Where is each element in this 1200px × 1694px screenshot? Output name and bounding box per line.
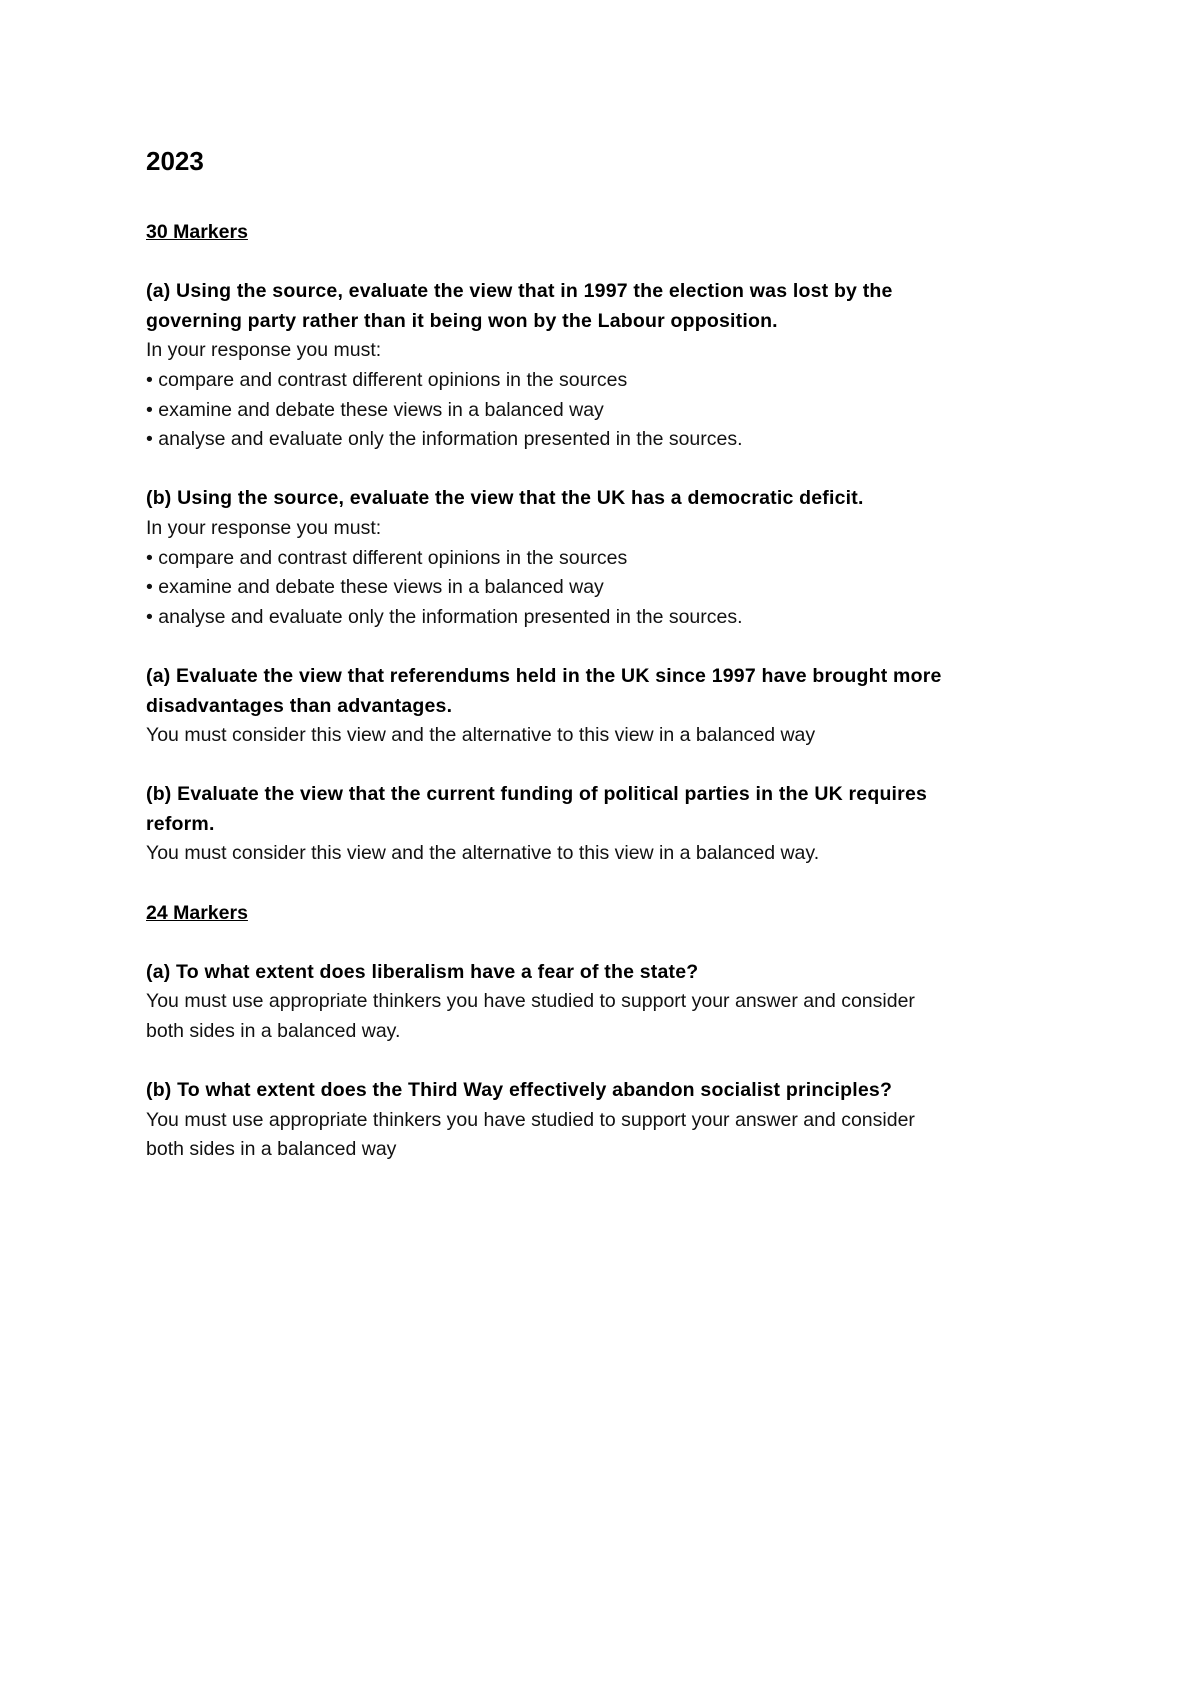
question-instruction-line: • compare and contrast different opinions in the sources bbox=[146, 368, 628, 391]
question bbox=[146, 662, 1086, 751]
question-instruction-line: both sides in a balanced way bbox=[146, 1138, 397, 1161]
spacer bbox=[146, 928, 1086, 958]
question-title-line: (b) Evaluate the view that the current funding of political parties in the UK requires bbox=[146, 783, 928, 806]
question-instruction-line: • examine and debate these views in a balanced way bbox=[146, 398, 604, 421]
section-heading: 24 Markers bbox=[146, 901, 248, 924]
question-instruction-line: • compare and contrast different opinions in the sources bbox=[146, 546, 628, 569]
spacer bbox=[146, 751, 1086, 781]
question-instruction-line: • analyse and evaluate only the information presented in the sources. bbox=[146, 428, 743, 451]
spacer bbox=[146, 248, 1086, 278]
question-title-line: (b) To what extent does the Third Way effectively abandon socialist principles? bbox=[146, 1079, 893, 1102]
question-title-line: governing party rather than it being won by the Labour opposition. bbox=[146, 309, 778, 332]
spacer bbox=[146, 869, 1086, 899]
document-title: 2023 bbox=[146, 146, 204, 176]
question-title-line: disadvantages than advantages. bbox=[146, 694, 453, 717]
question-title-line: (a) Using the source, evaluate the view that in 1997 the election was lost by the bbox=[146, 280, 893, 303]
marks-section bbox=[146, 218, 1086, 869]
question-instruction-line: You must consider this view and the alternative to this view in a balanced way bbox=[146, 724, 816, 747]
document-content bbox=[146, 218, 1086, 1165]
question-title-line: (b) Using the source, evaluate the view that the UK has a democratic deficit. bbox=[146, 487, 864, 510]
question bbox=[146, 1076, 1086, 1165]
question-title-line: reform. bbox=[146, 812, 215, 835]
question-instruction-line: both sides in a balanced way. bbox=[146, 1020, 401, 1043]
question-instruction-line: In your response you must: bbox=[146, 516, 382, 539]
question bbox=[146, 780, 1086, 869]
question bbox=[146, 484, 1086, 632]
section-heading: 30 Markers bbox=[146, 221, 248, 243]
spacer bbox=[146, 455, 1086, 485]
question-instruction-line: You must consider this view and the alternative to this view in a balanced way. bbox=[146, 842, 820, 865]
question-instruction-line: You must use appropriate thinkers you have studied to support your answer and consider bbox=[146, 990, 915, 1013]
question-title-line: (a) Evaluate the view that referendums held in the UK since 1997 have brought more bbox=[146, 664, 942, 687]
question-instruction-line: • analyse and evaluate only the information presented in the sources. bbox=[146, 605, 743, 628]
question-instruction-line: You must use appropriate thinkers you have studied to support your answer and consider bbox=[146, 1108, 915, 1131]
spacer bbox=[146, 632, 1086, 662]
question-instruction-line: In your response you must: bbox=[146, 339, 382, 362]
question-instruction-line: • examine and debate these views in a balanced way bbox=[146, 576, 604, 599]
question-title-line: (a) To what extent does liberalism have a fear of the state? bbox=[146, 960, 699, 983]
marks-section bbox=[146, 899, 1086, 1165]
question bbox=[146, 958, 1086, 1047]
spacer bbox=[146, 1047, 1086, 1077]
question bbox=[146, 277, 1086, 455]
